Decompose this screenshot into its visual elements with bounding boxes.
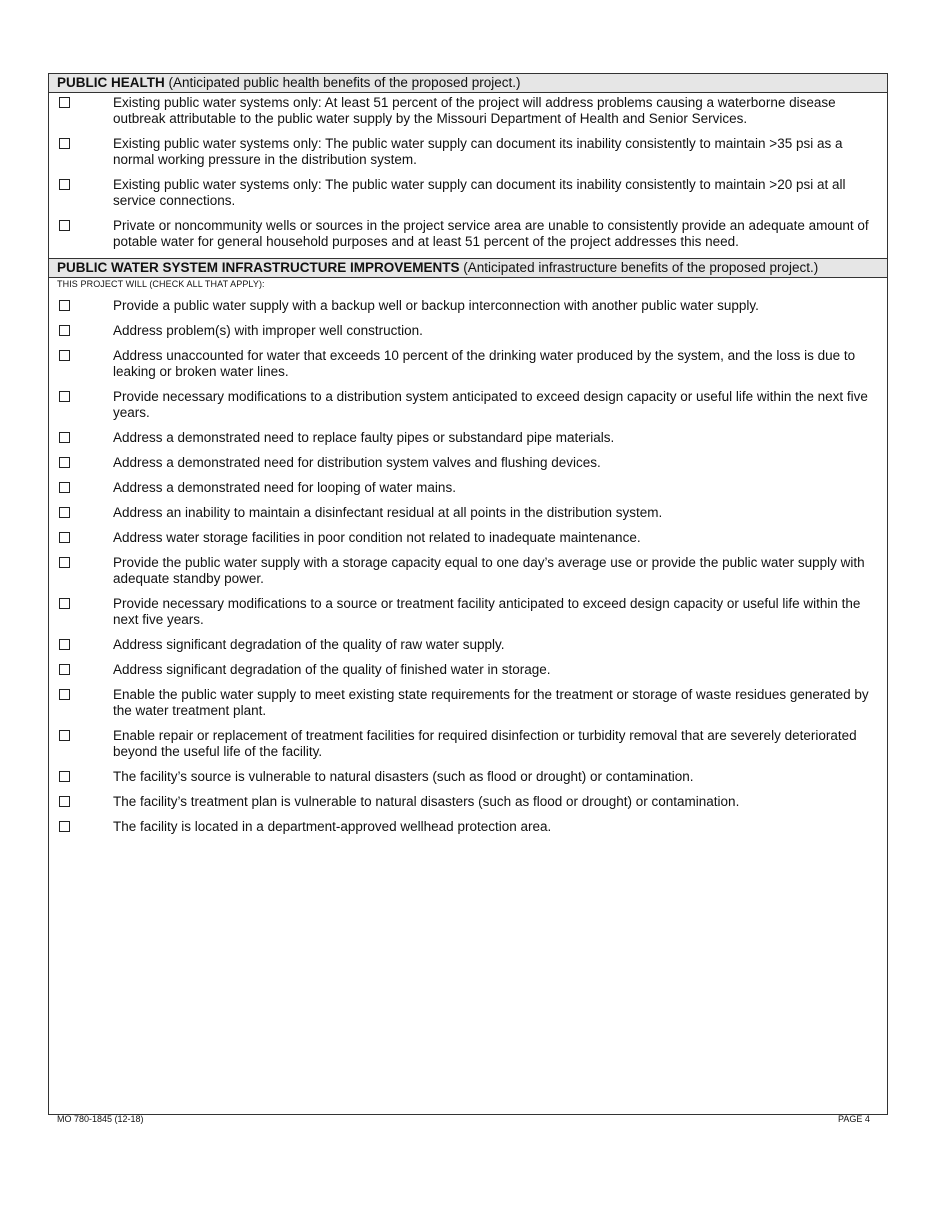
- infrastructure-list: [49, 298, 887, 835]
- checklist-item: [49, 555, 887, 587]
- checkbox[interactable]: [59, 557, 70, 568]
- item-text: Address significant degradation of the quality of finished water in storage.: [113, 662, 551, 677]
- checklist-item: [49, 687, 887, 719]
- checkbox[interactable]: [59, 639, 70, 650]
- checklist-item: [49, 728, 887, 760]
- checkbox[interactable]: [59, 664, 70, 675]
- item-text: The facility’s treatment plan is vulnerable to natural disasters (such as flood or drought) or contamination.: [113, 794, 740, 809]
- item-text: Address an inability to maintain a disinfectant residual at all points in the distribution system.: [113, 505, 663, 520]
- item-text: Provide a public water supply with a backup well or backup interconnection with another public water supply.: [113, 298, 759, 313]
- checklist-item: [49, 323, 887, 339]
- public-health-header: [49, 74, 887, 93]
- check-all-instruction: THIS PROJECT WILL (CHECK ALL THAT APPLY):: [57, 279, 265, 289]
- item-text: Address a demonstrated need for distribution system valves and flushing devices.: [113, 455, 601, 470]
- item-text: Provide the public water supply with a storage capacity equal to one day’s average use or provide the public water supply with adequate standby power.: [113, 555, 865, 586]
- checklist-item: [49, 769, 887, 785]
- checkbox[interactable]: [59, 821, 70, 832]
- form-number: MO 780-1845 (12-18): [57, 1114, 144, 1124]
- checklist-item: [49, 505, 887, 521]
- checklist-item: [49, 455, 887, 471]
- checkbox[interactable]: [59, 138, 70, 149]
- item-text: Address significant degradation of the quality of raw water supply.: [113, 637, 505, 652]
- checkbox[interactable]: [59, 457, 70, 468]
- checkbox[interactable]: [59, 482, 70, 493]
- item-text: The facility is located in a department-approved wellhead protection area.: [113, 819, 552, 834]
- checklist-item: [49, 596, 887, 628]
- infrastructure-subtitle: (Anticipated infrastructure benefits of the proposed project.): [463, 260, 819, 275]
- item-text: Address a demonstrated need for looping of water mains.: [113, 480, 456, 495]
- checklist-item: [49, 430, 887, 446]
- checklist-item: [49, 136, 887, 168]
- item-text: The facility’s source is vulnerable to natural disasters (such as flood or drought) or contamination.: [113, 769, 694, 784]
- checkbox[interactable]: [59, 507, 70, 518]
- item-text: Enable the public water supply to meet existing state requirements for the treatment or storage of waste residues generated by the water treatment plant.: [113, 687, 869, 718]
- item-text: Enable repair or replacement of treatment facilities for required disinfection or turbidity removal that are severely deteriorated beyond the useful life of the facility.: [113, 728, 857, 759]
- public-health-title: PUBLIC HEALTH: [57, 75, 165, 90]
- checklist-item: [49, 530, 887, 546]
- item-text: Existing public water systems only: The public water supply can document its inability consistently to maintain >35 psi as a normal working pressure in the distribution system.: [113, 136, 843, 167]
- form-frame: [48, 73, 888, 1115]
- checkbox[interactable]: [59, 179, 70, 190]
- checklist-item: [49, 819, 887, 835]
- checklist-item: [49, 637, 887, 653]
- checkbox[interactable]: [59, 796, 70, 807]
- checkbox[interactable]: [59, 689, 70, 700]
- checklist-item: [49, 662, 887, 678]
- checkbox[interactable]: [59, 432, 70, 443]
- public-health-list: [49, 95, 887, 250]
- item-text: Address problem(s) with improper well construction.: [113, 323, 423, 338]
- item-text: Existing public water systems only: The public water supply can document its inability consistently to maintain >20 psi at all service connections.: [113, 177, 846, 208]
- checkbox[interactable]: [59, 220, 70, 231]
- checklist-item: [49, 95, 887, 127]
- checkbox[interactable]: [59, 325, 70, 336]
- item-text: Provide necessary modifications to a distribution system anticipated to exceed design capacity or useful life within the next five years.: [113, 389, 868, 420]
- item-text: Address a demonstrated need to replace faulty pipes or substandard pipe materials.: [113, 430, 615, 445]
- checkbox[interactable]: [59, 391, 70, 402]
- checklist-item: [49, 389, 887, 421]
- infrastructure-header: [49, 258, 887, 278]
- item-text: Private or noncommunity wells or sources in the project service area are unable to consistently provide an adequate amount of potable water for general household purposes and at least 51 percent of the project addresses this need.: [113, 218, 869, 249]
- checkbox[interactable]: [59, 300, 70, 311]
- checklist-item: [49, 348, 887, 380]
- checklist-item: [49, 794, 887, 810]
- checkbox[interactable]: [59, 350, 70, 361]
- item-text: Existing public water systems only: At least 51 percent of the project will address problems causing a waterborne disease outbreak attributable to the public water supply by the Missouri Department of Health and Senior Services.: [113, 95, 836, 126]
- item-text: Address unaccounted for water that exceeds 10 percent of the drinking water produced by the system, and the loss is due to leaking or broken water lines.: [113, 348, 856, 379]
- checklist-item: [49, 177, 887, 209]
- item-text: Address water storage facilities in poor condition not related to inadequate maintenance.: [113, 530, 641, 545]
- checkbox[interactable]: [59, 771, 70, 782]
- checkbox[interactable]: [59, 97, 70, 108]
- public-health-subtitle: (Anticipated public health benefits of the proposed project.): [168, 75, 521, 90]
- checkbox[interactable]: [59, 532, 70, 543]
- infrastructure-title: PUBLIC WATER SYSTEM INFRASTRUCTURE IMPROVEMENTS: [57, 260, 460, 275]
- checkbox[interactable]: [59, 730, 70, 741]
- checklist-item: [49, 480, 887, 496]
- checkbox[interactable]: [59, 598, 70, 609]
- checklist-item: [49, 298, 887, 314]
- item-text: Provide necessary modifications to a source or treatment facility anticipated to exceed design capacity or useful life within the next five years.: [113, 596, 861, 627]
- checklist-item: [49, 218, 887, 250]
- page-number: PAGE 4: [838, 1114, 870, 1124]
